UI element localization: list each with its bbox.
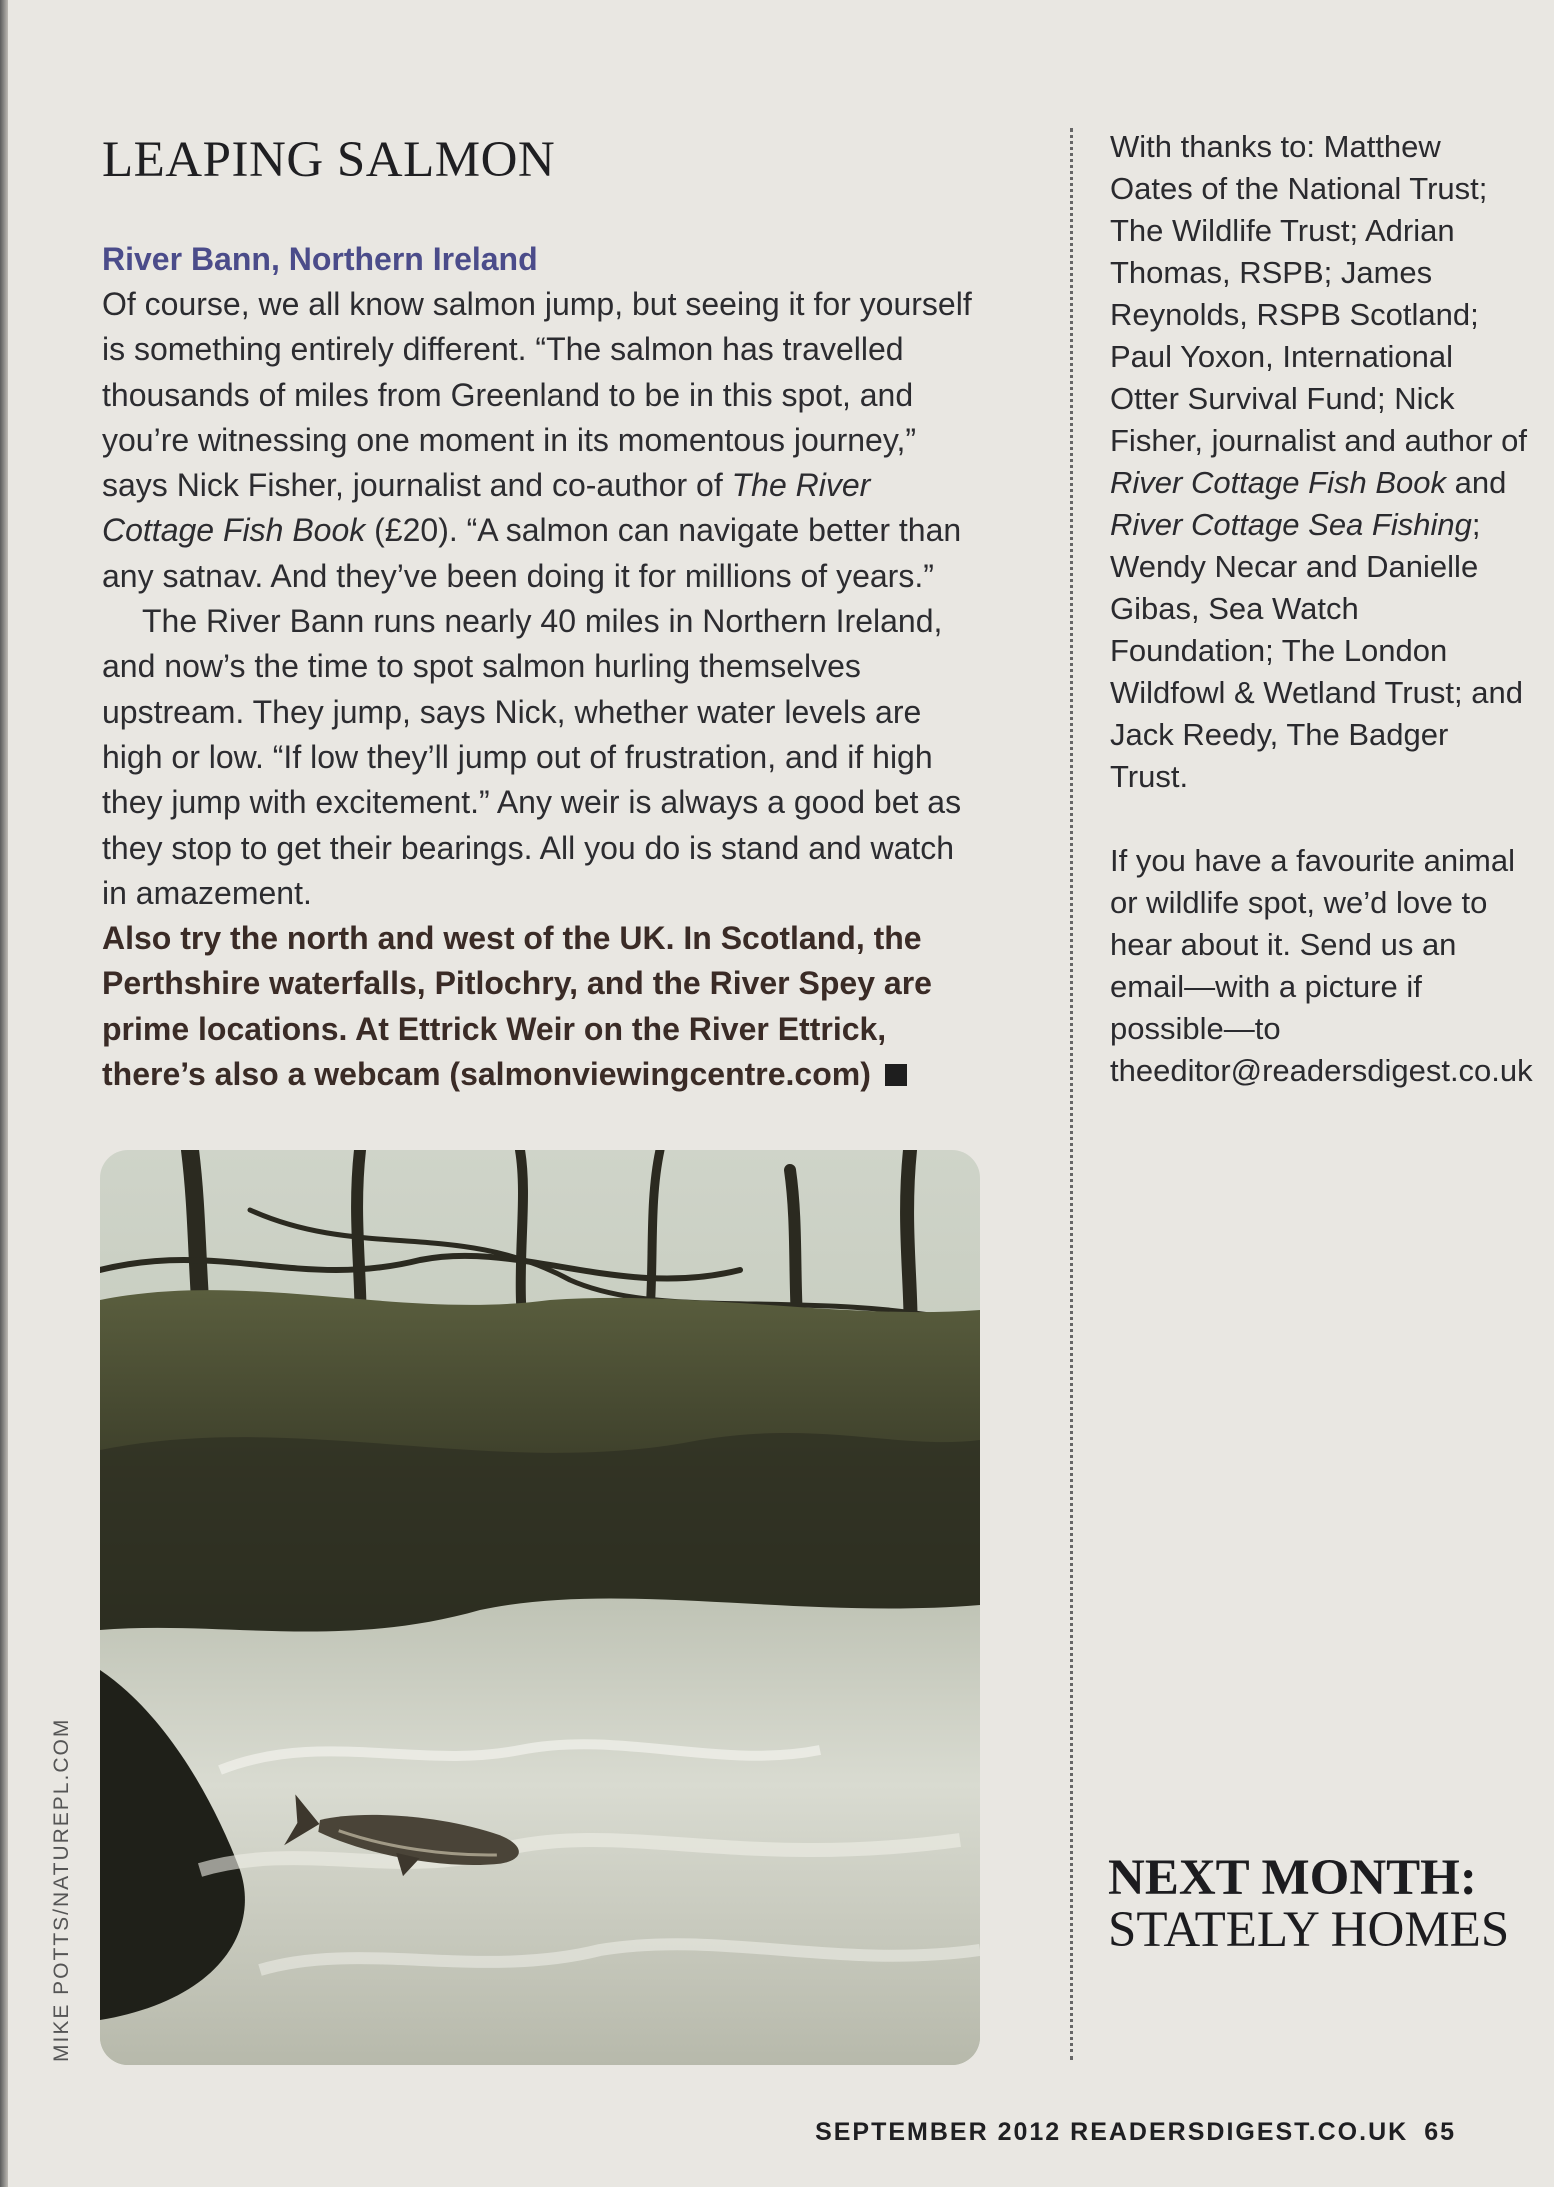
thanks-book-1: River Cottage Fish Book [1110, 465, 1446, 500]
footer-issue: SEPTEMBER 2012 READERSDIGEST.CO.UK [815, 2118, 1409, 2146]
article [102, 125, 982, 1097]
paragraph-1 [102, 282, 982, 599]
sidebar [1110, 126, 1533, 1092]
photo-credit: MIKE POTTS/NATUREPL.COM [50, 1717, 73, 2062]
book-title: The River Cottage Fish Book [102, 467, 871, 549]
salmon-photo-illustration [100, 1150, 980, 2065]
column-divider [1070, 128, 1073, 2060]
page-edge [0, 0, 8, 2187]
page-footer [815, 2118, 1456, 2147]
thanks-book-2: River Cottage Sea Fishing [1110, 507, 1472, 542]
article-title: LEAPING SALMON [102, 132, 556, 188]
acknowledgements-text [1110, 126, 1530, 798]
paragraph-3-text: Also try the north and west of the UK. In Scotland, the Perthshire waterfalls, Pitlochry, and the River Spey are prime locations. At Ettrick Weir on the River Ettrick, there’s also a webcam (salmonviewingcentre.com) [102, 920, 932, 1093]
next-month-teaser [1108, 1852, 1509, 1956]
location-heading: River Bann, Northern Ireland [102, 241, 538, 277]
invite-text: If you have a favourite animal or wildlife spot, we’d love to hear about it. Send us an email—with a picture if possible—to theeditor@readersdigest.co.uk [1110, 843, 1533, 1088]
paragraph-1-text-b: (£20). “A salmon can navigate better than any satnav. And they’ve been doing it for millions of years.” [102, 512, 962, 594]
reader-invite [1110, 840, 1533, 1092]
paragraph-1-text-a: Of course, we all know salmon jump, but seeing it for yourself is something entirely different. “The salmon has travelled thousands of miles from Greenland to be in this spot, and you’re witnessing one moment in its momentous journey,” says Nick Fisher, journalist and co-author of [102, 286, 972, 504]
thanks-text-a: With thanks to: Matthew Oates of the National Trust; The Wildlife Trust; Adrian Thomas, RSPB; James Reynolds, RSPB Scotland; Paul Yoxon, International Otter Survival Fund; Nick Fisher, journalist and author of [1110, 129, 1528, 458]
acknowledgements [1110, 126, 1530, 798]
thanks-text-b: ; Wendy Necar and Danielle Gibas, Sea Watch Foundation; The London Wildfowl & Wetland Trust; and Jack Reedy, The Badger Trust. [1110, 507, 1523, 794]
next-month-label: NEXT MONTH: [1108, 1850, 1477, 1906]
page-number: 65 [1424, 2118, 1456, 2146]
paragraph-2: The River Bann runs nearly 40 miles in Northern Ireland, and now’s the time to spot salmon hurling themselves upstream. They jump, says Nick, whether water levels are high or low. “If low they’ll jump out of frustration, and if high they jump with excitement.” Any weir is always a good bet as they stop to get their bearings. All you do is stand and watch in amazement. [102, 603, 962, 911]
article-body [102, 282, 982, 1097]
thanks-and: and [1445, 465, 1507, 500]
next-month-topic: STATELY HOMES [1108, 1902, 1510, 1958]
end-mark-icon [885, 1064, 907, 1086]
paragraph-3 [102, 916, 982, 1097]
salmon-photo [100, 1150, 980, 2065]
